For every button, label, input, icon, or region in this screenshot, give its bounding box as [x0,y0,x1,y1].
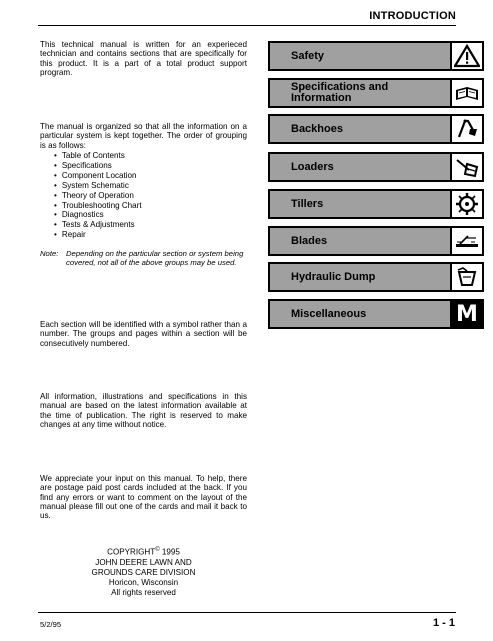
section-label: Specifications and Information [270,80,452,106]
intro-paragraph-2: The manual is organized so that all the information on a particular system is kept together. The order of grouping is as follows: [40,122,247,150]
warning-triangle-icon [452,43,482,69]
section-tab-specifications[interactable] [268,78,484,108]
dump-bucket-icon [452,264,482,290]
copyright-block [40,545,247,598]
footer-rule [38,612,456,613]
list-item: • Diagnostics [54,210,142,220]
backhoe-icon [452,116,482,142]
section-label: Loaders [270,154,452,180]
tiller-tines-icon [452,191,482,217]
page-number: 1 - 1 [432,617,455,629]
section-tab-hydraulic-dump[interactable] [268,262,484,292]
list-item: • Tests & Adjustments [54,220,142,230]
list-item: • Troubleshooting Chart [54,201,142,211]
copyright-year: 1995 [159,547,180,557]
header-rule [38,25,456,26]
list-item: • System Schematic [54,181,142,191]
list-item: • Component Location [54,171,142,181]
page-title: INTRODUCTION [369,10,456,22]
section-tab-loaders[interactable] [268,152,484,182]
list-item: • Table of Contents [54,151,142,161]
copyright-line-4: Horicon, Wisconsin [108,577,179,587]
note-text: Depending on the particular section or system being covered, not all of the above groups may be used. [66,249,244,268]
section-tab-safety[interactable] [268,41,484,71]
letter-m-icon [452,301,482,327]
intro-paragraph-3: Each section will be identified with a symbol rather than a number. The groups and pages within a section will be consecutively numbered. [40,320,247,348]
section-tab-blades[interactable] [268,226,484,256]
section-label: Safety [270,43,452,69]
intro-paragraph-4: All information, illustrations and specifications in this manual are based on the latest information available at the time of publication. The right is reserved to make changes at any time without notice. [40,392,247,429]
section-tab-miscellaneous[interactable] [268,299,484,329]
section-label: Tillers [270,191,452,217]
section-label: Hydraulic Dump [270,264,452,290]
loader-bucket-icon [452,154,482,180]
intro-paragraph-1: This technical manual is written for an experieced technician and contains sections that are specifically for this product. It is a part of a total product support program. [40,40,247,77]
list-item: • Specifications [54,161,142,171]
group-list [54,151,142,240]
copyright-symbol: © [155,547,160,553]
blade-icon [452,228,482,254]
intro-paragraph-5: We appreciate your input on this manual. To help, there are postage paid post cards included at the back. If you find any errors or want to comment on the layout of the manual please fill out one of the cards and mail it back to us. [40,474,247,521]
open-book-icon [452,80,482,106]
section-label: Backhoes [270,116,452,142]
copyright-line-2: JOHN DEERE LAWN AND [95,557,192,567]
note-label: Note: [40,249,59,258]
list-item: • Theory of Operation [54,191,142,201]
footer-date: 5/2/95 [40,620,62,629]
section-tab-backhoes[interactable] [268,114,484,144]
copyright-word: COPYRIGHT [107,547,156,557]
section-tab-tillers[interactable] [268,189,484,219]
note [40,249,250,267]
section-label: Miscellaneous [270,301,452,327]
section-label: Blades [270,228,452,254]
copyright-line-3: GROUNDS CARE DIVISION [91,567,196,577]
list-item: • Repair [54,230,142,240]
copyright-line-5: All rights reserved [111,587,176,597]
letter-m-glyph: M [456,301,478,327]
